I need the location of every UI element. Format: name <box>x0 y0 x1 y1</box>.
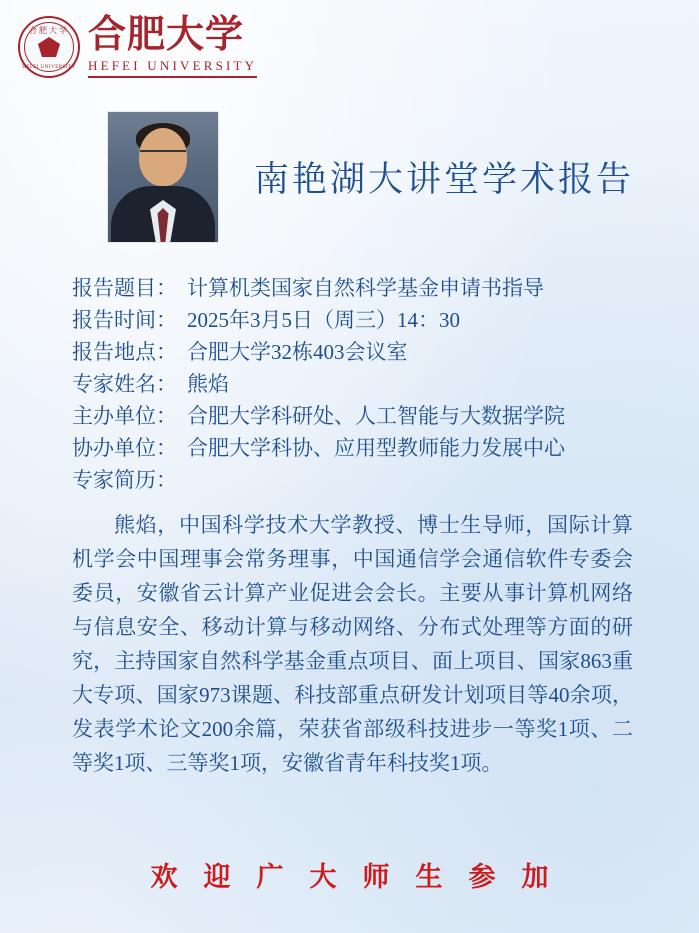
detail-row-time <box>72 304 643 336</box>
detail-value: 合肥大学科协、应用型教师能力发展中心 <box>187 436 565 460</box>
welcome-footer: 欢迎广大师生参加 <box>150 862 575 892</box>
university-name-en: HEFEI UNIVERSITY <box>88 58 258 73</box>
university-logo <box>18 16 257 78</box>
speaker-photo <box>108 112 218 242</box>
event-details-list <box>72 272 643 496</box>
detail-value: 合肥大学32栋403会议室 <box>187 340 408 364</box>
university-name-cn: 合肥大学 <box>88 14 245 56</box>
detail-row-topic <box>72 272 643 304</box>
page-title: 南艳湖大讲堂学术报告 <box>254 160 635 199</box>
detail-label: 协办单位： <box>72 436 177 460</box>
speaker-biography: 熊焰，中国科学技术大学教授、博士生导师，国际计算机学会中国理事会常务理事，中国通信学会通信软件专委会委员，安徽省云计算产业促进会会长。主要从事计算机网络与信息安全、移动计算与移动网络、分布式处理等方面的研究，主持国家自然科学基金重点项目、面上项目、国家863重大专项、国家973课题、科技部重点研发计划项目等40余项，发表学术论文200余篇，荣获省部级科技进步一等奖1项、二等奖1项、三等奖1项，安徽省青年科技奖1项。 <box>72 513 633 775</box>
detail-label: 专家姓名： <box>72 372 177 396</box>
detail-label: 主办单位： <box>72 404 177 428</box>
portrait-glasses-shape <box>140 150 186 163</box>
detail-value: 熊焰 <box>187 372 229 396</box>
detail-value: 合肥大学科研处、人工智能与大数据学院 <box>187 404 565 428</box>
detail-row-location <box>72 336 643 368</box>
seal-emblem-icon <box>38 37 60 57</box>
title-section <box>0 112 699 242</box>
detail-row-bio-heading <box>72 464 643 496</box>
university-seal-icon <box>18 16 80 78</box>
detail-label: 专家简历： <box>72 468 177 492</box>
wordmark-divider <box>88 76 257 78</box>
detail-value: 计算机类国家自然科学基金申请书指导 <box>187 276 544 300</box>
seal-cn-text: 合肥大学 <box>29 26 69 35</box>
detail-row-coorganizer <box>72 432 643 464</box>
detail-value: 2025年3月5日（周三）14：30 <box>187 308 460 332</box>
detail-label: 报告时间： <box>72 308 177 332</box>
detail-row-organizer <box>72 400 643 432</box>
seal-en-text: HEFEI UNIVERSITY <box>22 65 76 70</box>
detail-label: 报告地点： <box>72 340 177 364</box>
detail-row-speaker <box>72 368 643 400</box>
detail-label: 报告题目： <box>72 276 177 300</box>
university-wordmark <box>88 16 257 78</box>
